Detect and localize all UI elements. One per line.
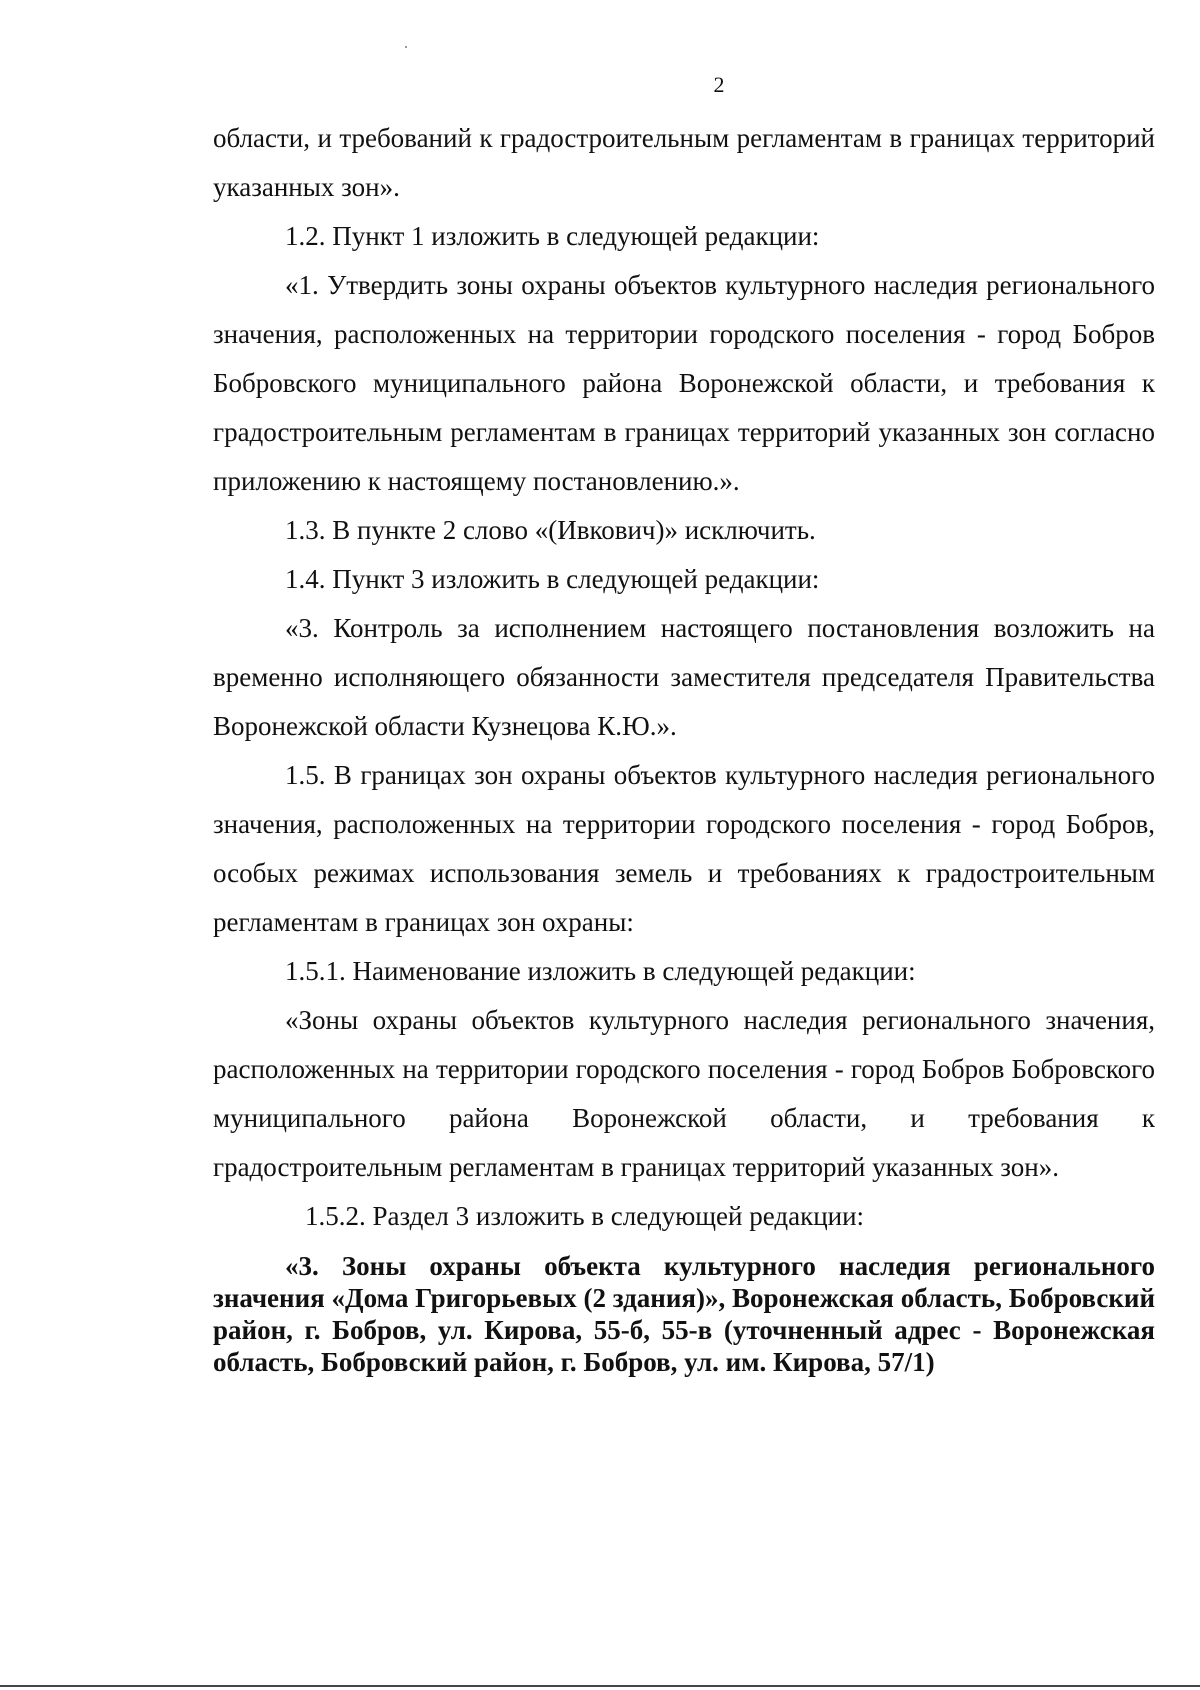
paragraph-continuation: области, и требований к градостроительным регламентам в границах территорий указанных зон». xyxy=(213,123,1155,202)
bottom-border-line xyxy=(0,1685,1200,1687)
paragraph-name-text: «Зоны охраны объектов культурного наследия регионального значения, расположенных на территории городского поселения - город Бобров Бобровского муниципального района Воронежской области, и требования к градостроительным регламентам в границах территорий указанных зон». xyxy=(213,1005,1155,1182)
scan-speck xyxy=(405,46,407,48)
paragraph-1-3: 1.3. В пункте 2 слово «(Ивкович)» исключить. xyxy=(285,515,816,545)
section-3-heading: «3. Зоны охраны объекта культурного наследия регионального значения «Дома Григорьевых (2 здания)», Воронежская область, Бобровский район, г. Бобров, ул. Кирова, 55-б, 55-в (уточненный адрес - Воронежская область, Бобровский район, г. Бобров, ул. им. Кирова, 57/1) xyxy=(213,1251,1155,1377)
paragraph-1-2: 1.2. Пункт 1 изложить в следующей редакции: xyxy=(285,221,820,251)
paragraph-1-4: 1.4. Пункт 3 изложить в следующей редакции: xyxy=(285,564,820,594)
paragraph-1-5-1: 1.5.1. Наименование изложить в следующей редакции: xyxy=(285,956,916,986)
paragraph-1-5-2: 1.5.2. Раздел 3 изложить в следующей редакции: xyxy=(305,1201,865,1231)
paragraph-point-3-text: «3. Контроль за исполнением настоящего постановления возложить на временно исполняющего обязанности заместителя председателя Правительства Воронежской области Кузнецова К.Ю.». xyxy=(213,613,1155,741)
page-number: 2 xyxy=(713,72,725,97)
paragraph-point-1-text: «1. Утвердить зоны охраны объектов культурного наследия регионального значения, расположенных на территории городского поселения - город Бобров Бобровского муниципального района Воронежской области, и требования к градостроительным регламентам в границах территорий указанных зон согласно приложению к настоящему постановлению.». xyxy=(213,270,1155,496)
paragraph-1-5: 1.5. В границах зон охраны объектов культурного наследия регионального значения, расположенных на территории городского поселения - город Бобров, особых режимах использования земель и требованиях к градостроительным регламентам в границах зон охраны: xyxy=(213,760,1155,937)
document-body xyxy=(213,114,1155,1378)
